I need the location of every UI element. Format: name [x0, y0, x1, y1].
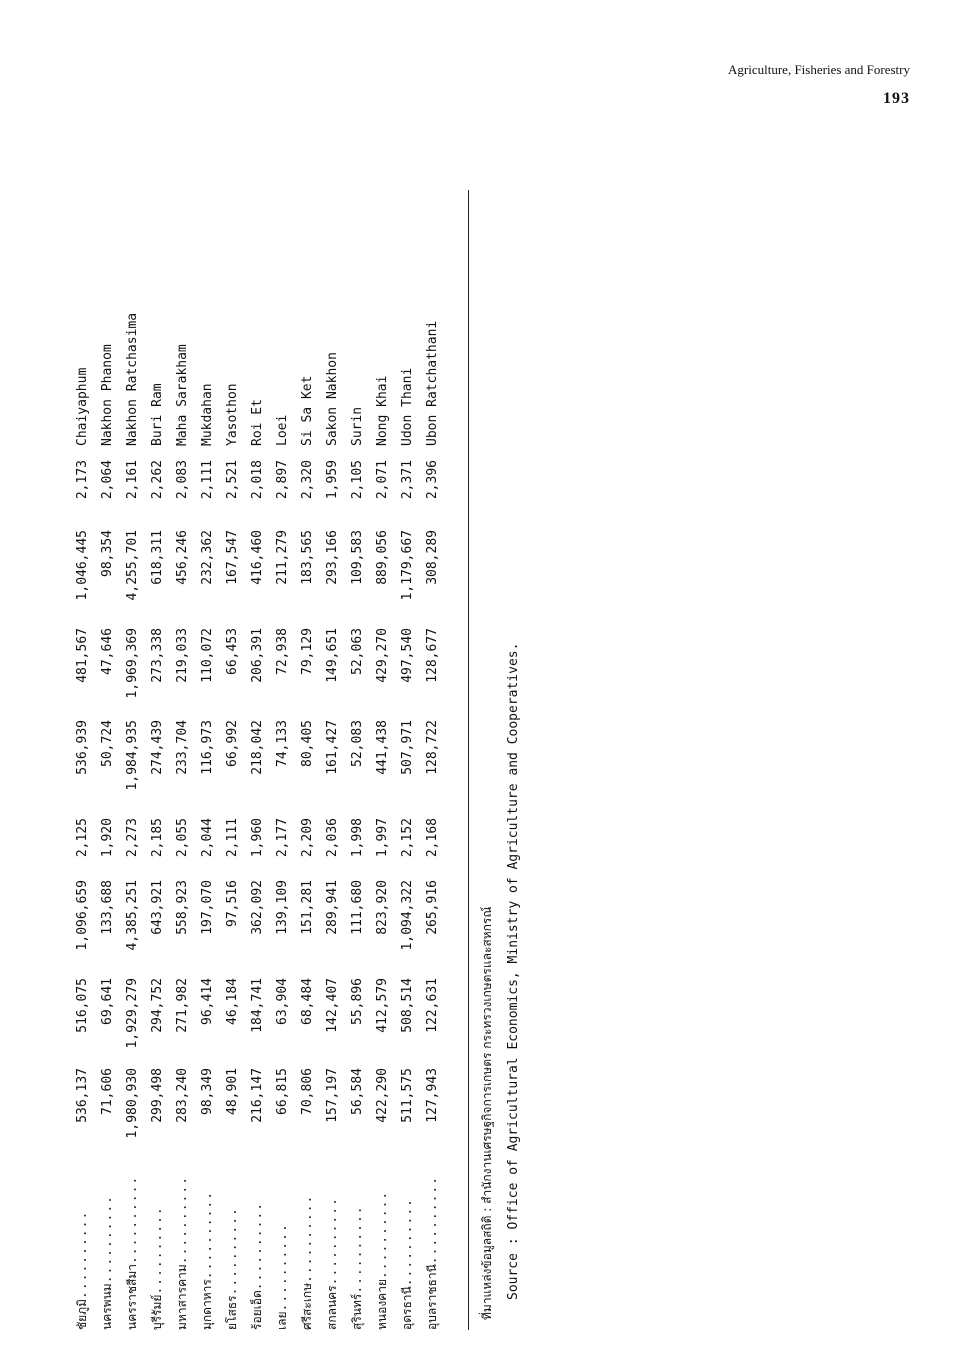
leader-dots: ..........	[400, 1198, 415, 1287]
province-thai-name: ชัยภูมิ	[75, 1299, 89, 1330]
province-english-name: Sakon Nakhon	[325, 352, 340, 446]
value-cell-v1: 127,943	[425, 1068, 440, 1123]
value-cell-v1: 511,575	[400, 1068, 415, 1123]
leader-dots: ..........	[200, 1190, 215, 1280]
value-cell-v3: 4,385,251	[125, 880, 140, 951]
value-cell-v2: 1,929,279	[125, 978, 140, 1049]
value-cell-v3: 197,070	[200, 880, 215, 935]
value-cell-v7: 98,354	[100, 530, 115, 577]
table-row	[345, 210, 370, 1330]
leader-dots: ..........	[350, 1205, 365, 1294]
value-cell-v8: 2,262	[150, 460, 165, 500]
value-cell-v8: 2,083	[175, 460, 190, 500]
table-row	[170, 210, 195, 1330]
leader-dots: ..........	[225, 1207, 240, 1296]
leader-dots: ..........	[75, 1210, 90, 1299]
value-cell-v3: 151,281	[300, 880, 315, 935]
value-cell-v1: 536,137	[75, 1068, 90, 1123]
value-cell-v5: 80,405	[300, 720, 315, 767]
value-cell-v7: 167,547	[225, 530, 240, 585]
value-cell-v7: 456,246	[175, 530, 190, 585]
province-thai-cell	[420, 1160, 445, 1330]
value-cell-v4: 1,997	[375, 818, 390, 858]
value-cell-v5: 116,973	[200, 720, 215, 775]
leader-dots: ..........	[100, 1195, 115, 1284]
province-thai-name: นครพนม	[100, 1283, 114, 1330]
province-thai-name: บุรีรัมย์	[150, 1294, 164, 1330]
value-cell-v3: 139,109	[275, 880, 290, 935]
province-english-name: Yasothon	[225, 383, 240, 446]
value-cell-v5: 218,042	[250, 720, 265, 775]
value-cell-v1: 70,806	[300, 1068, 315, 1115]
leader-dots: ..........	[250, 1201, 265, 1291]
value-cell-v8: 2,105	[350, 460, 365, 500]
value-cell-v7: 1,179,667	[400, 530, 415, 601]
data-table	[60, 210, 445, 1330]
province-thai-name: อุบลราชธานี	[425, 1264, 439, 1330]
province-english-name: Nong Khai	[375, 375, 390, 446]
value-cell-v5: 128,722	[425, 720, 440, 775]
value-cell-v3: 111,680	[350, 880, 365, 935]
value-cell-v6: 273,338	[150, 628, 165, 683]
value-cell-v2: 46,184	[225, 978, 240, 1025]
value-cell-v2: 516,075	[75, 978, 90, 1033]
province-english-name: Roi Et	[250, 399, 265, 446]
province-english-name: Chaiyaphum	[75, 367, 90, 446]
value-cell-v2: 508,514	[400, 978, 415, 1033]
value-cell-v6: 66,453	[225, 628, 240, 675]
value-cell-v5: 1,984,935	[125, 720, 140, 791]
value-cell-v5: 161,427	[325, 720, 340, 775]
value-cell-v3: 558,923	[175, 880, 190, 935]
value-cell-v7: 211,279	[275, 530, 290, 585]
province-thai-cell	[395, 1160, 420, 1330]
value-cell-v2: 412,579	[375, 978, 390, 1033]
value-cell-v5: 507,971	[400, 720, 415, 775]
value-cell-v2: 294,752	[150, 978, 165, 1033]
leader-dots: ..........	[150, 1206, 165, 1295]
value-cell-v4: 2,036	[325, 818, 340, 858]
value-cell-v7: 308,289	[425, 530, 440, 585]
leader-dots: ..........	[325, 1197, 340, 1286]
value-cell-v8: 2,071	[375, 460, 390, 500]
province-english-name: Surin	[350, 406, 365, 446]
value-cell-v1: 283,240	[175, 1068, 190, 1123]
value-cell-v3: 362,092	[250, 880, 265, 935]
province-thai-cell	[245, 1160, 270, 1330]
value-cell-v8: 2,111	[200, 460, 215, 500]
table-row	[145, 210, 170, 1330]
province-thai-cell	[120, 1160, 145, 1330]
province-thai-name: ร้อยเอ็ด	[250, 1290, 264, 1330]
value-cell-v1: 422,290	[375, 1068, 390, 1123]
rotated-table-block	[60, 210, 560, 1330]
value-cell-v1: 216,147	[250, 1068, 265, 1123]
value-cell-v7: 232,362	[200, 530, 215, 585]
table-row	[245, 210, 270, 1330]
value-cell-v8: 2,396	[425, 460, 440, 500]
value-cell-v3: 1,096,659	[75, 880, 90, 951]
section-title: Agriculture, Fisheries and Forestry	[728, 62, 910, 77]
province-english-name: Si Sa Ket	[300, 375, 315, 446]
province-english-name: Loei	[275, 414, 290, 446]
province-english-name: Udon Thani	[400, 367, 415, 446]
table-row	[195, 210, 220, 1330]
value-cell-v2: 142,407	[325, 978, 340, 1033]
leader-dots: ..........	[375, 1190, 390, 1280]
value-cell-v8: 2,371	[400, 460, 415, 500]
value-cell-v1: 66,815	[275, 1068, 290, 1115]
province-thai-cell	[195, 1160, 220, 1330]
source-thai: ที่มาแหล่งข้อมูลสถิติ : สำนักงานเศรษฐกิจการเกษตร กระทรวงเกษตรและสหกรณ์	[480, 906, 494, 1320]
province-english-name: Mukdahan	[200, 383, 215, 446]
province-thai-cell	[345, 1160, 370, 1330]
value-cell-v2: 69,641	[100, 978, 115, 1025]
table-row	[120, 210, 145, 1330]
value-cell-v8: 2,161	[125, 460, 140, 500]
table-row	[95, 210, 120, 1330]
province-thai-cell	[95, 1160, 120, 1330]
province-thai-cell	[145, 1160, 170, 1330]
table-row	[270, 210, 295, 1330]
table-row	[395, 210, 420, 1330]
province-english-name: Nakhon Phanom	[100, 344, 115, 446]
province-thai-cell	[370, 1160, 395, 1330]
value-cell-v7: 618,311	[150, 530, 165, 585]
value-cell-v4: 2,125	[75, 818, 90, 858]
value-cell-v3: 133,688	[100, 880, 115, 935]
value-cell-v1: 299,498	[150, 1068, 165, 1123]
leader-dots: ..........	[125, 1175, 140, 1265]
value-cell-v8: 2,521	[225, 460, 240, 500]
value-cell-v3: 1,094,322	[400, 880, 415, 951]
value-cell-v3: 823,920	[375, 880, 390, 935]
value-cell-v1: 71,606	[100, 1068, 115, 1115]
value-cell-v7: 1,046,445	[75, 530, 90, 601]
value-cell-v2: 122,631	[425, 978, 440, 1033]
province-thai-name: หนองคาย	[375, 1279, 389, 1330]
province-thai-name: เลย	[275, 1311, 289, 1330]
value-cell-v4: 2,209	[300, 818, 315, 858]
value-cell-v5: 74,133	[275, 720, 290, 767]
value-cell-v5: 66,992	[225, 720, 240, 767]
value-cell-v3: 97,516	[225, 880, 240, 927]
value-cell-v8: 2,173	[75, 460, 90, 500]
value-cell-v4: 2,152	[400, 818, 415, 858]
value-cell-v5: 274,439	[150, 720, 165, 775]
table-row	[220, 210, 245, 1330]
value-cell-v6: 429,270	[375, 628, 390, 683]
value-cell-v6: 52,063	[350, 628, 365, 675]
value-cell-v4: 2,168	[425, 818, 440, 858]
value-cell-v5: 441,438	[375, 720, 390, 775]
value-cell-v8: 1,959	[325, 460, 340, 500]
value-cell-v8: 2,064	[100, 460, 115, 500]
value-cell-v7: 4,255,701	[125, 530, 140, 601]
province-thai-name: มุกดาหาร	[200, 1279, 214, 1330]
value-cell-v2: 96,414	[200, 978, 215, 1025]
province-english-name: Buri Ram	[150, 383, 165, 446]
table-row	[420, 210, 445, 1330]
province-thai-cell	[70, 1160, 95, 1330]
value-cell-v4: 2,177	[275, 818, 290, 858]
value-cell-v8: 2,320	[300, 460, 315, 500]
value-cell-v1: 98,349	[200, 1068, 215, 1115]
value-cell-v3: 265,916	[425, 880, 440, 935]
province-thai-cell	[220, 1160, 245, 1330]
value-cell-v6: 79,129	[300, 628, 315, 675]
value-cell-v2: 63,904	[275, 978, 290, 1025]
province-thai-cell	[270, 1160, 295, 1330]
table-row	[370, 210, 395, 1330]
value-cell-v2: 68,484	[300, 978, 315, 1025]
table-row	[320, 210, 345, 1330]
value-cell-v7: 889,056	[375, 530, 390, 585]
value-cell-v5: 52,083	[350, 720, 365, 767]
province-thai-cell	[295, 1160, 320, 1330]
value-cell-v2: 271,982	[175, 978, 190, 1033]
leader-dots: ..........	[275, 1223, 290, 1312]
source-english: Source : Office of Agricultural Economics, Ministry of Agriculture and Cooperatives.	[506, 642, 521, 1300]
value-cell-v6: 1,969,369	[125, 628, 140, 699]
province-thai-name: มหาสารคาม	[175, 1264, 189, 1330]
province-thai-name: อุดรธานี	[400, 1286, 414, 1330]
value-cell-v3: 643,921	[150, 880, 165, 935]
table-row	[295, 210, 320, 1330]
value-cell-v5: 50,724	[100, 720, 115, 767]
value-cell-v6: 110,072	[200, 628, 215, 683]
value-cell-v7: 183,565	[300, 530, 315, 585]
value-cell-v3: 289,941	[325, 880, 340, 935]
value-cell-v4: 2,055	[175, 818, 190, 858]
value-cell-v6: 219,033	[175, 628, 190, 683]
province-english-name: Maha Sarakham	[175, 344, 190, 446]
value-cell-v6: 481,567	[75, 628, 90, 683]
value-cell-v2: 55,896	[350, 978, 365, 1025]
province-thai-name: สุรินทร์	[350, 1293, 364, 1330]
value-cell-v4: 1,960	[250, 818, 265, 858]
value-cell-v4: 2,044	[200, 818, 215, 858]
value-cell-v6: 497,540	[400, 628, 415, 683]
value-cell-v6: 47,646	[100, 628, 115, 675]
value-cell-v4: 1,920	[100, 818, 115, 858]
value-cell-v6: 149,651	[325, 628, 340, 683]
value-cell-v7: 109,583	[350, 530, 365, 585]
province-english-name: Ubon Ratchathani	[425, 320, 440, 446]
value-cell-v5: 233,704	[175, 720, 190, 775]
value-cell-v4: 2,273	[125, 818, 140, 858]
value-cell-v4: 2,185	[150, 818, 165, 858]
province-thai-name: นครราชสีมา	[125, 1264, 139, 1330]
value-cell-v6: 128,677	[425, 628, 440, 683]
province-thai-name: ยโสธร	[225, 1295, 239, 1330]
province-thai-name: สกลนคร	[325, 1285, 339, 1330]
value-cell-v7: 293,166	[325, 530, 340, 585]
value-cell-v8: 2,018	[250, 460, 265, 500]
value-cell-v1: 56,584	[350, 1068, 365, 1115]
value-cell-v1: 157,197	[325, 1068, 340, 1123]
province-english-name: Nakhon Ratchasima	[125, 312, 140, 446]
value-cell-v6: 206,391	[250, 628, 265, 683]
province-thai-name: ศรีสะเกษ	[300, 1282, 314, 1330]
value-cell-v1: 1,980,930	[125, 1068, 140, 1139]
province-thai-cell	[320, 1160, 345, 1330]
page-number: 193	[883, 90, 910, 107]
table-bottom-rule	[468, 190, 469, 1330]
value-cell-v7: 416,460	[250, 530, 265, 585]
value-cell-v2: 184,741	[250, 978, 265, 1033]
value-cell-v8: 2,897	[275, 460, 290, 500]
leader-dots: ..........	[425, 1175, 440, 1265]
value-cell-v4: 2,111	[225, 818, 240, 858]
leader-dots: ..........	[300, 1194, 315, 1283]
leader-dots: ..........	[175, 1175, 190, 1265]
value-cell-v1: 48,901	[225, 1068, 240, 1115]
value-cell-v6: 72,938	[275, 628, 290, 675]
value-cell-v5: 536,939	[75, 720, 90, 775]
value-cell-v4: 1,998	[350, 818, 365, 858]
province-thai-cell	[170, 1160, 195, 1330]
table-row	[70, 210, 95, 1330]
page-header	[728, 62, 910, 108]
